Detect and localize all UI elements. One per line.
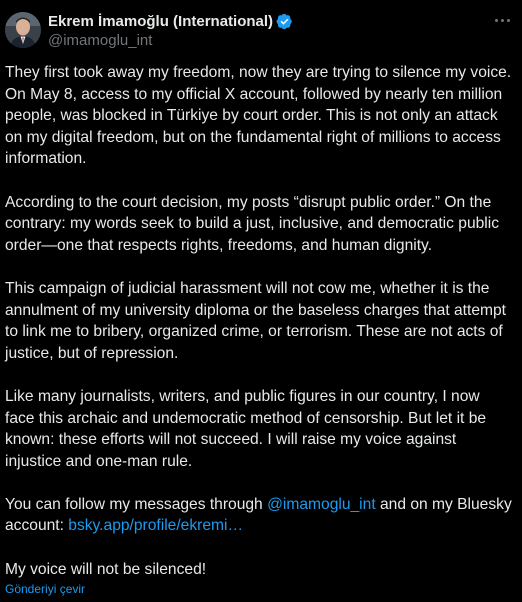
- bluesky-link[interactable]: bsky.app/profile/ekremi…: [68, 517, 244, 535]
- closing-line: My voice will not be silenced!: [5, 560, 207, 578]
- post-paragraph: They first took away my freedom, now they are trying to silence my voice. On May 8, access to my official X account, followed by nearly ten million people, was blocked in Türkiye by court order. This is not only an attack on my digital freedom, but on the fundamental right of millions to access information.: [5, 64, 512, 168]
- more-options-button[interactable]: [491, 12, 513, 28]
- post-header: [5, 10, 517, 50]
- follow-middle: and on my Bluesky account:: [5, 495, 512, 535]
- display-name-row: [48, 11, 293, 31]
- follow-paragraph: [5, 494, 513, 537]
- post-paragraph: Like many journalists, writers, and public figures in our country, I now face this archaic and undemocratic method of censorship. But let it be known: these efforts will not succeed. I will raise my voice against injustice and one-man rule.: [5, 387, 487, 470]
- mention-link[interactable]: @imamoglu_int: [267, 495, 376, 513]
- display-name[interactable]: Ekrem İmamoğlu (International): [48, 12, 274, 30]
- follow-prefix: You can follow my messages through: [5, 495, 268, 513]
- translate-post-link[interactable]: Gönderiyi çevir: [5, 582, 86, 596]
- more-horizontal-icon-dot: [495, 19, 498, 22]
- post-paragraph: According to the court decision, my posts “disrupt public order.” On the contrary: my words seek to build a just, inclusive, and democratic public order—one that respects rights, freedoms, and human dignity.: [5, 193, 500, 254]
- author-names: [48, 11, 293, 49]
- more-horizontal-icon-dot: [501, 19, 504, 22]
- post-paragraph: This campaign of judicial harassment will not cow me, whether it is the annulment of my university diploma or the baseless charges that attempt to link me to bribery, organized crime, or terrorism. These are not acts of justice, but of repression.: [5, 279, 506, 362]
- avatar[interactable]: [5, 12, 41, 48]
- handle[interactable]: @imamoglu_int: [48, 32, 153, 49]
- more-horizontal-icon-dot: [507, 19, 510, 22]
- profile-photo-icon: [5, 12, 41, 48]
- verified-badge-icon: [276, 13, 293, 30]
- post-text: [5, 62, 513, 602]
